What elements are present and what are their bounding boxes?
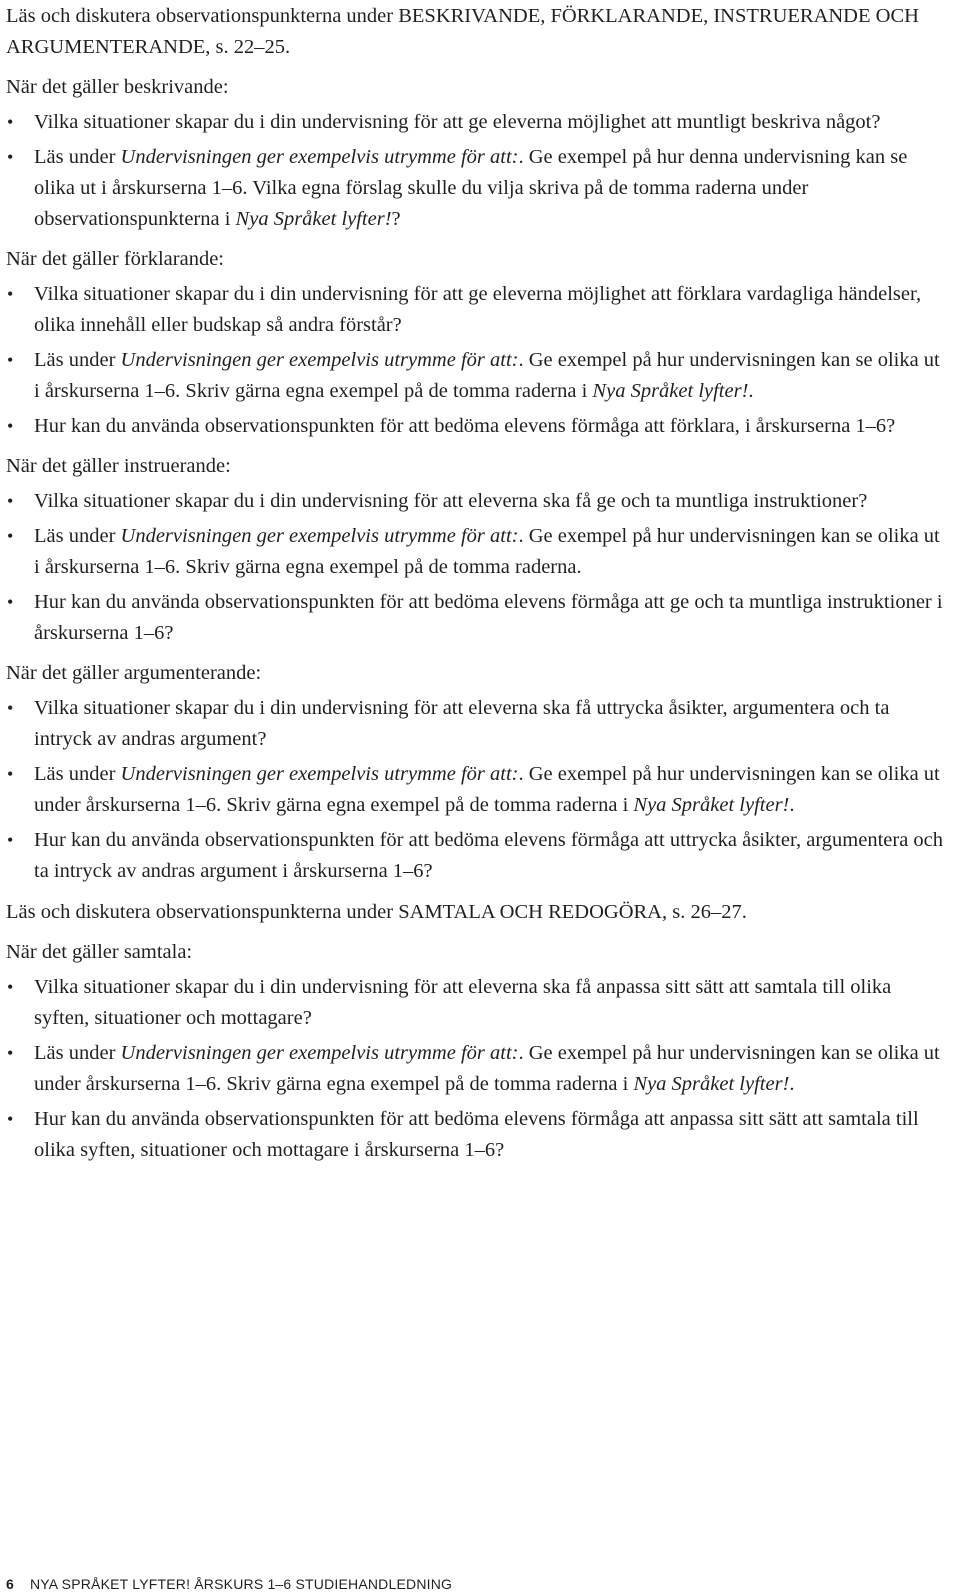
bullet-italic-text: Nya Språket lyfter! — [633, 794, 790, 816]
bullet-icon: • — [7, 698, 14, 718]
bullet-text: . Ge exempel på hur undervisningen kan se olika ut i årskurserna 1–6. Skriv gärna egna exempel på de tomma raderna i — [34, 349, 940, 402]
bullet-text: Läs under — [34, 146, 121, 168]
bullet-text: Läs under — [34, 1042, 121, 1064]
bullet-text: Vilka situationer skapar du i din undervisning för att ge eleverna möjlighet att förklara vardagliga händelser, olika innehåll eller budskap så andra förstår? — [34, 283, 922, 336]
intro-paragraph-2: Läs och diskutera observationspunkterna under SAMTALA OCH REDOGÖRA, s. 26–27. — [6, 901, 747, 923]
bullet-text: . — [789, 794, 795, 816]
bullet-text: Hur kan du använda observationspunkten för att bedöma elevens förmåga att ge och ta muntliga instruktioner i årskurserna 1–6? — [34, 591, 943, 644]
bullet-text: . Ge exempel på hur undervisningen kan se olika ut under årskurserna 1–6. Skriv gärna egna exempel på de tomma raderna i — [34, 763, 940, 816]
bullet-list — [6, 693, 946, 887]
footer-title: NYA SPRÅKET LYFTER! ÅRSKURS 1–6 STUDIEHANDLEDNING — [30, 1576, 453, 1592]
bullet-item — [6, 345, 946, 407]
sections-group-1 — [6, 72, 946, 887]
bullet-text: Hur kan du använda observationspunkten för att bedöma elevens förmåga att anpassa sitt sätt att samtala till olika syften, situationer och mottagare i årskurserna 1–6? — [34, 1108, 919, 1161]
page-number: 6 — [6, 1576, 14, 1592]
bullet-text: . Ge exempel på hur denna undervisning kan se olika ut i årskurserna 1–6. Vilka egna förslag skulle du vilja skriva på de tomma raderna under observationspunkterna i — [34, 146, 908, 230]
bullet-text: . Ge exempel på hur undervisningen kan se olika ut under årskurserna 1–6. Skriv gärna egna exempel på de tomma raderna i — [34, 1042, 940, 1095]
bullet-list — [6, 107, 946, 235]
bullet-italic-text: Nya Språket lyfter! — [235, 208, 392, 230]
bullet-text: Hur kan du använda observationspunkten för att bedöma elevens förmåga att förklara, i årskurserna 1–6? — [34, 415, 896, 437]
bullet-icon: • — [7, 592, 14, 612]
intro-paragraph-1: Läs och diskutera observationspunkterna under BESKRIVANDE, FÖRKLARANDE, INSTRUERANDE OCH ARGUMENTERANDE, s. 22–25. — [6, 5, 919, 58]
bullet-icon: • — [7, 491, 14, 511]
bullet-item — [6, 693, 946, 755]
bullet-italic-text: Undervisningen ger exempelvis utrymme för att: — [120, 525, 519, 547]
bullet-italic-text: Undervisningen ger exempelvis utrymme för att: — [120, 146, 519, 168]
bullet-text: . Ge exempel på hur undervisningen kan se olika ut i årskurserna 1–6. Skriv gärna egna exempel på de tomma raderna. — [34, 525, 940, 578]
bullet-italic-text: Nya Språket lyfter! — [592, 380, 749, 402]
bullet-item — [6, 521, 946, 583]
sections-group-2 — [6, 937, 946, 1166]
bullet-icon: • — [7, 284, 14, 304]
bullet-italic-text: Undervisningen ger exempelvis utrymme för att: — [120, 763, 519, 785]
bullet-item — [6, 107, 946, 138]
section-heading: När det gäller beskrivande: — [6, 76, 229, 98]
section-heading: När det gäller förklarande: — [6, 248, 224, 270]
section-heading: När det gäller instruerande: — [6, 455, 231, 477]
bullet-list — [6, 279, 946, 442]
bullet-icon: • — [7, 830, 14, 850]
bullet-item — [6, 279, 946, 341]
bullet-icon: • — [7, 764, 14, 784]
bullet-list — [6, 486, 946, 649]
bullet-item — [6, 587, 946, 649]
bullet-text: Vilka situationer skapar du i din undervisning för att eleverna ska få ge och ta muntliga instruktioner? — [34, 490, 868, 512]
bullet-icon: • — [7, 416, 14, 436]
bullet-text: Vilka situationer skapar du i din undervisning för att eleverna ska få anpassa sitt sätt att samtala till olika syften, situationer och mottagare? — [34, 976, 892, 1029]
bullet-item — [6, 486, 946, 517]
bullet-icon: • — [7, 147, 14, 167]
bullet-item — [6, 972, 946, 1034]
bullet-text: Vilka situationer skapar du i din undervisning för att eleverna ska få uttrycka åsikter, argumentera och ta intryck av andras argument? — [34, 697, 890, 750]
bullet-icon: • — [7, 350, 14, 370]
bullet-text: . — [789, 1073, 795, 1095]
bullet-text: Läs under — [34, 525, 121, 547]
section-heading: När det gäller argumenterande: — [6, 662, 262, 684]
bullet-text: Hur kan du använda observationspunkten för att bedöma elevens förmåga att uttrycka åsikter, argumentera och ta intryck av andras argument i årskurserna 1–6? — [34, 829, 944, 882]
bullet-italic-text: Nya Språket lyfter! — [633, 1073, 790, 1095]
bullet-icon: • — [7, 1109, 14, 1129]
bullet-text: ? — [391, 208, 401, 230]
bullet-text: Vilka situationer skapar du i din undervisning för att ge eleverna möjlighet att muntligt beskriva något? — [34, 111, 881, 133]
bullet-item — [6, 825, 946, 887]
page-footer — [6, 1576, 452, 1592]
bullet-icon: • — [7, 977, 14, 997]
section-heading: När det gäller samtala: — [6, 941, 193, 963]
bullet-item — [6, 1038, 946, 1100]
document-page — [6, 0, 946, 1166]
bullet-text: Läs under — [34, 763, 121, 785]
bullet-icon: • — [7, 526, 14, 546]
bullet-list — [6, 972, 946, 1166]
bullet-text: . — [748, 380, 754, 402]
bullet-item — [6, 1104, 946, 1166]
bullet-icon: • — [7, 1043, 14, 1063]
bullet-item — [6, 759, 946, 821]
bullet-italic-text: Undervisningen ger exempelvis utrymme för att: — [120, 349, 519, 371]
bullet-item — [6, 142, 946, 235]
bullet-icon: • — [7, 112, 14, 132]
bullet-item — [6, 411, 946, 442]
bullet-italic-text: Undervisningen ger exempelvis utrymme för att: — [120, 1042, 519, 1064]
bullet-text: Läs under — [34, 349, 121, 371]
